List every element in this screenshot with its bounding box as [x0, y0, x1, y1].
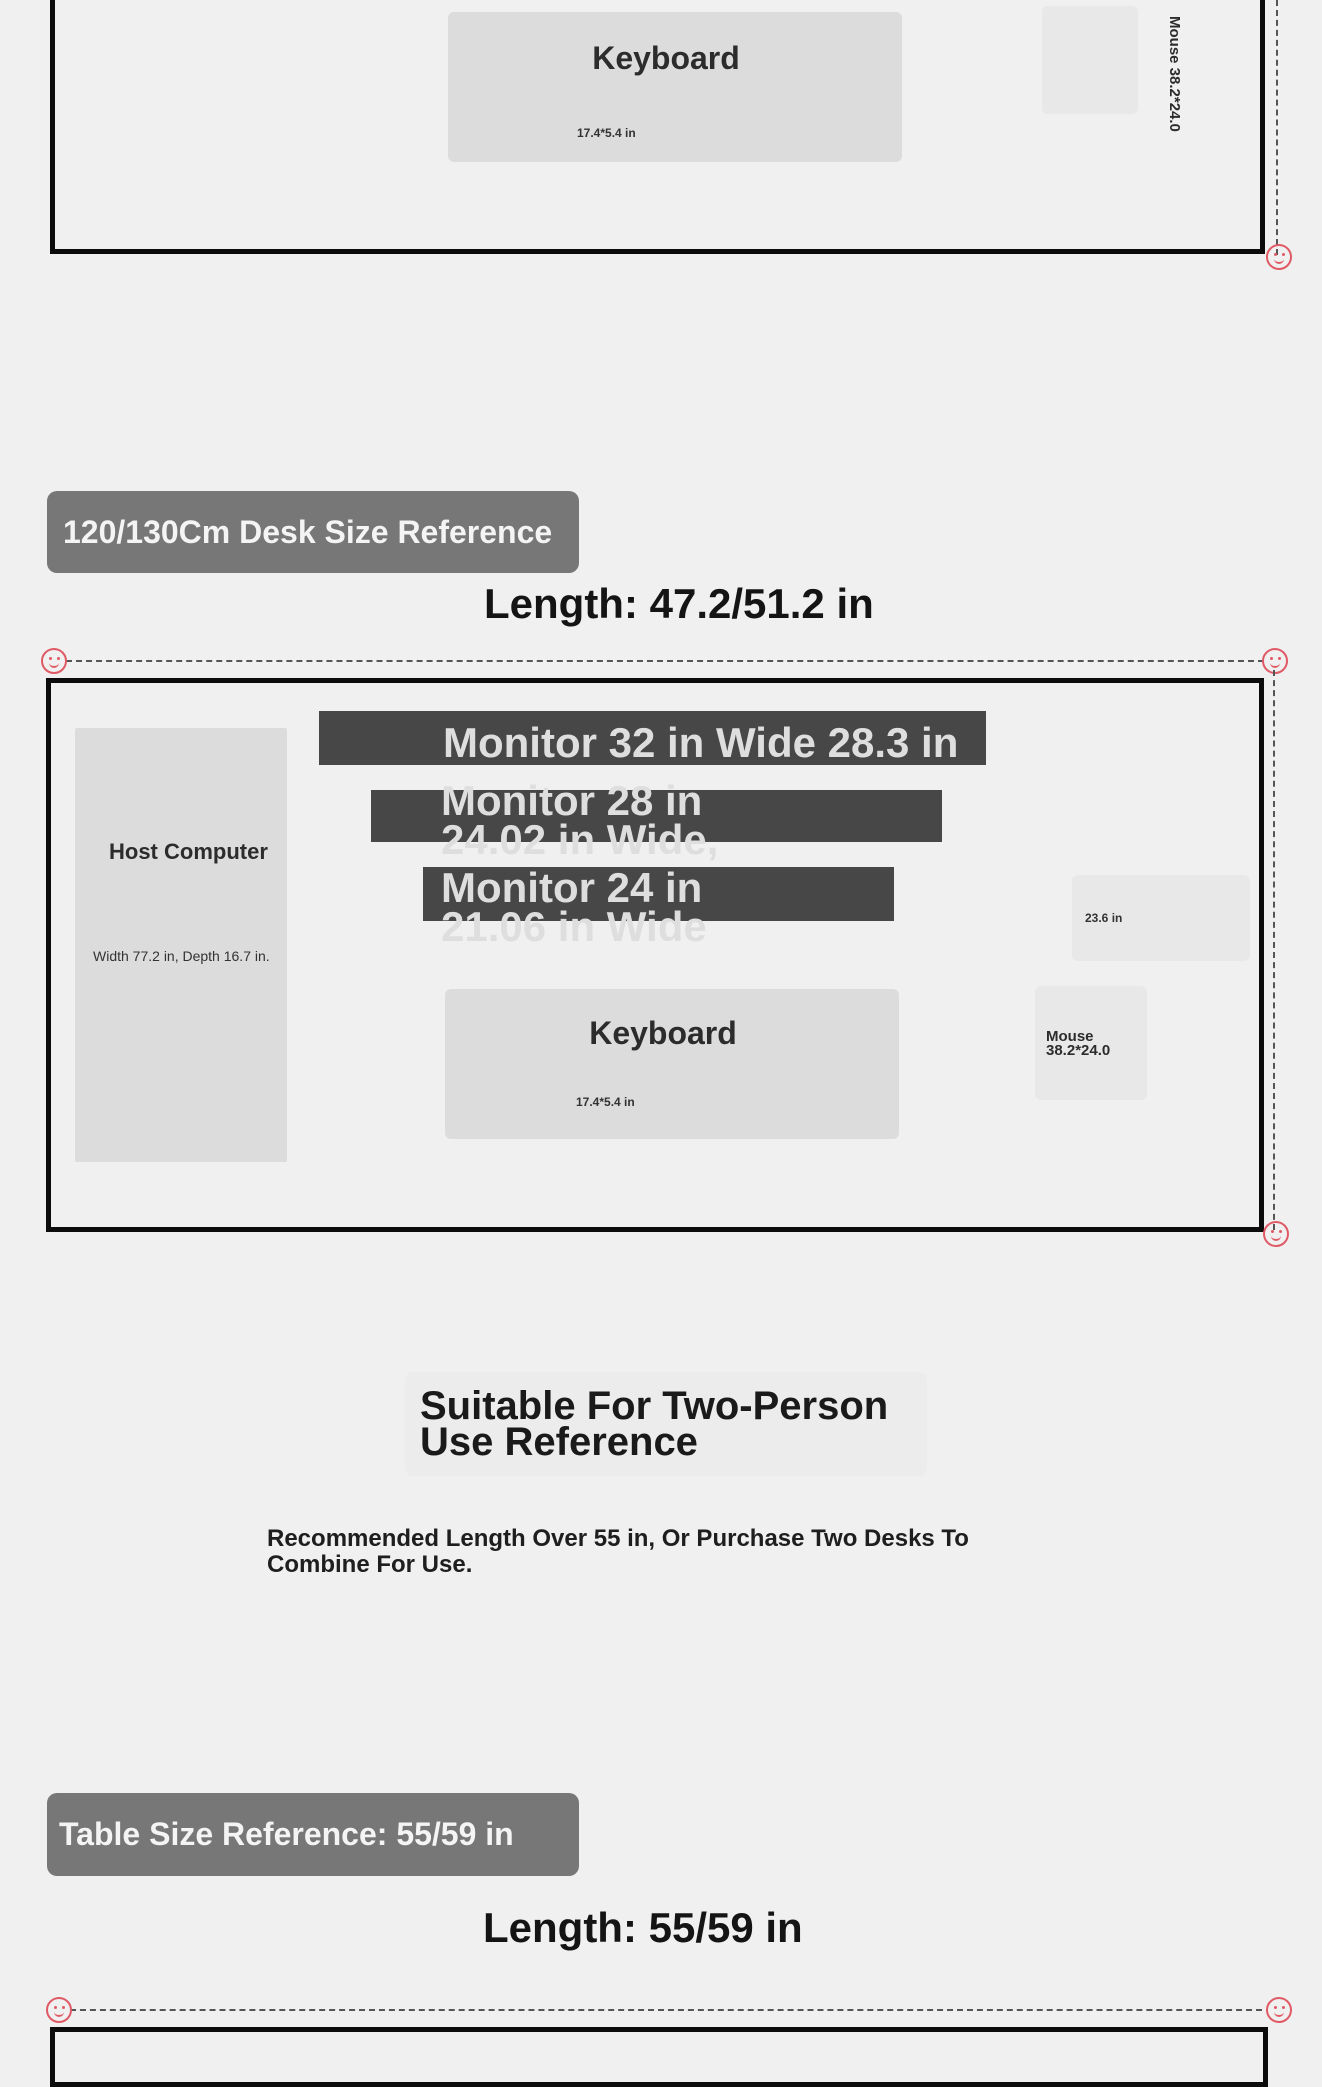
keyboard-size: 17.4*5.4 in: [576, 1095, 635, 1109]
smile-marker-icon: [1263, 1221, 1289, 1247]
section-pill-label: Table Size Reference: 55/59 in: [59, 1816, 514, 1852]
smile-marker-icon: [46, 1997, 72, 2023]
host-computer-size: Width 77.2 in, Depth 16.7 in.: [93, 948, 270, 964]
dimension-line-horizontal-55: [70, 2009, 1262, 2011]
smile-marker-icon: [1262, 648, 1288, 674]
two-person-description: [267, 1526, 969, 1578]
keyboard-label: Keyboard: [592, 40, 740, 76]
monitor-32-label: Monitor 32 in Wide 28.3 in: [443, 719, 959, 766]
mouse-label: Mouse: [1046, 1028, 1094, 1045]
desk-outline-55: [50, 2027, 1268, 2087]
section-pill-120: [47, 491, 579, 573]
keyboard-box-120: [445, 989, 899, 1139]
monitor-28-width: 24.02 in Wide,: [441, 816, 719, 863]
section-pill-label: 120/130Cm Desk Size Reference: [63, 513, 553, 550]
keyboard-box-top: [448, 12, 902, 162]
two-person-desc-line1: Recommended Length Over 55 in, Or Purchase Two Desks To: [267, 1525, 969, 1552]
keyboard-size: 17.4*5.4 in: [577, 126, 636, 140]
length-title-120: Length: 47.2/51.2 in: [484, 580, 874, 627]
length-title-55: Length: 55/59 in: [483, 1904, 803, 1951]
smile-marker-icon: [41, 648, 67, 674]
mouse-size: 38.2*24.0: [1046, 1042, 1111, 1059]
two-person-title-line1: Suitable For Two-Person: [420, 1384, 889, 1428]
two-person-title: [420, 1384, 889, 1464]
two-person-title-line2: Use Reference: [420, 1420, 698, 1464]
mouse-box-top: [1042, 6, 1138, 114]
host-computer-box: [75, 728, 287, 1162]
keyboard-label: Keyboard: [589, 1015, 737, 1051]
smile-marker-icon: [1266, 244, 1292, 270]
dimension-line-horizontal-120: [66, 660, 1264, 662]
monitor-28-label: Monitor 28 in: [441, 777, 703, 824]
monitor-24-width: 21.06 in Wide: [441, 903, 707, 950]
mouse-label-vertical: Mouse 38.2*24.0: [1166, 16, 1183, 132]
dimension-line-vertical-top: [1276, 0, 1278, 255]
section-pill-55: [47, 1793, 579, 1876]
smile-marker-icon: [1266, 1997, 1292, 2023]
two-person-desc-line2: Combine For Use.: [267, 1551, 473, 1578]
host-computer-label: Host Computer: [109, 839, 268, 864]
monitor-24-label: Monitor 24 in: [441, 864, 703, 911]
side-item-size: 23.6 in: [1085, 911, 1123, 925]
dimension-line-vertical-120: [1273, 670, 1275, 1230]
